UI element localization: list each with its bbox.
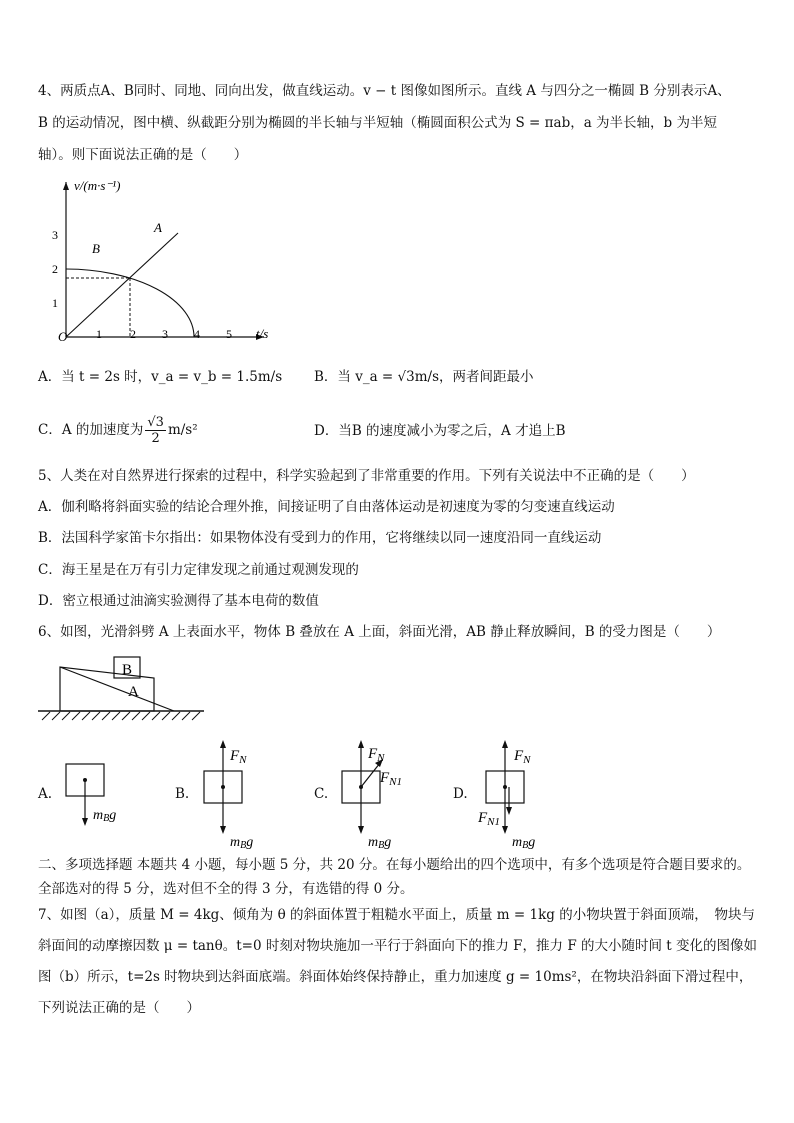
label-A: A <box>154 220 162 235</box>
y-tick-1: 1 <box>52 296 58 310</box>
q7-line4: 下列说法正确的是（ ） <box>38 1000 200 1016</box>
section2-line2: 全部选对的得 5 分，选对但不全的得 3 分，有选错的得 0 分。 <box>38 881 414 897</box>
force-diagram-b <box>198 738 278 850</box>
svg-text:mBg: mBg <box>230 835 254 850</box>
force-diagram-c <box>336 738 426 850</box>
label-B: B <box>92 241 100 256</box>
q5-option-a: A．伽利略将斜面实验的结论合理外推，间接证明了自由落体运动是初速度为零的匀变速直线运动 <box>38 499 615 515</box>
q4-line3: 轴）。则下面说法正确的是（ ） <box>38 147 248 163</box>
q4-line2: B 的运动情况，图中横、纵截距分别为椭圆的半长轴与半短轴（椭圆面积公式为 S = πab，a 为半长轴，b 为半短 <box>38 115 717 131</box>
q4-line1: 4、两质点A、B同时、同地、同向出发，做直线运动。v − t 图像如图所示。直线 A 与四分之一椭圆 B 分别表示A、 <box>38 83 731 99</box>
q6-stem: 6、如图，光滑斜劈 A 上表面水平，物体 B 叠放在 A 上面，斜面光滑，AB 静止释放瞬间，B 的受力图是（ ） <box>38 624 721 640</box>
x-tick-1: 1 <box>96 327 102 341</box>
q7-line2: 斜面间的动摩擦因数 μ = tanθ。t=0 时刻对物块施加一平行于斜面向下的推力 F，推力 F 的大小随时间 t 变化的图像如 <box>38 938 757 954</box>
y-tick-2: 2 <box>52 262 58 276</box>
q7-line3: 图（b）所示，t=2s 时物块到达斜面底端。斜面体始终保持静止，重力加速度 g = 10ms²，在物块沿斜面下滑过程中， <box>38 969 753 985</box>
x-tick-2: 2 <box>130 327 136 341</box>
q5-stem: 5、人类在对自然界进行探索的过程中，科学实验起到了非常重要的作用。下列有关说法中不正确的是（ ） <box>38 468 695 484</box>
wedge-A-label: A <box>128 684 139 700</box>
line-A <box>66 233 178 337</box>
wedge-diagram <box>36 654 206 724</box>
x-tick-5: 5 <box>226 327 232 341</box>
x-tick-4: 4 <box>194 327 200 341</box>
q4-option-d: D．当B 的速度减小为零之后，A 才追上B <box>314 423 566 439</box>
svg-text:mBg: mBg <box>368 835 392 850</box>
q4-option-b: B．当 v_a = √3m/s，两者间距最小 <box>314 369 534 385</box>
y-axis-label: v/(m·s⁻¹) <box>74 178 121 193</box>
y-tick-3: 3 <box>52 228 58 242</box>
q4-option-a: A．当 t = 2s 时，v_a = v_b = 1.5m/s <box>38 369 283 385</box>
q7-line1: 7、如图（a），质量 M = 4kg、倾角为 θ 的斜面体置于粗糙水平面上，质量 m = 1kg 的小物块置于斜面顶端， 物块与 <box>38 907 755 923</box>
q6-option-d-letter: D. <box>453 786 468 802</box>
svg-text:FN: $F_N$ <box>514 748 531 766</box>
svg-text:FN1: $F_{N1}$ <box>380 770 403 788</box>
q5-option-b: B．法国科学家笛卡尔指出：如果物体没有受到力的作用，它将继续以同一速度沿同一直线运动 <box>38 530 602 546</box>
svg-text:mBg: mBg <box>512 835 536 850</box>
svg-text:FN: $F_N$ <box>368 746 385 764</box>
force-diagram-d <box>476 738 566 850</box>
vt-graph <box>44 174 274 354</box>
x-tick-3: 3 <box>162 327 168 341</box>
svg-text:mBg: mBg <box>93 808 117 824</box>
section2-line1: 二、多项选择题 本题共 4 小题，每小题 5 分，共 20 分。在每小题给出的四个选项中，有多个选项是符合题目要求的。 <box>38 857 751 873</box>
force-diagram-a <box>60 760 140 830</box>
q6-option-a-letter: A. <box>38 786 53 802</box>
svg-text:FN1: $F_{N1}$ <box>478 810 501 828</box>
block-B-label: B <box>122 662 133 678</box>
q6-option-c-letter: C. <box>314 786 329 802</box>
origin-label: O <box>58 329 68 344</box>
q5-option-d: D．密立根通过油滴实验测得了基本电荷的数值 <box>38 593 319 609</box>
svg-text:FN: $F_N$ <box>230 748 247 766</box>
q4-option-c: C．A 的加速度为 $\frac{√3}{2}$ m/s² <box>38 415 198 446</box>
q6-option-b-letter: B. <box>175 786 190 802</box>
x-axis-label: t/s <box>256 326 269 341</box>
q5-option-c: C．海王星是在万有引力定律发现之前通过观测发现的 <box>38 562 359 578</box>
